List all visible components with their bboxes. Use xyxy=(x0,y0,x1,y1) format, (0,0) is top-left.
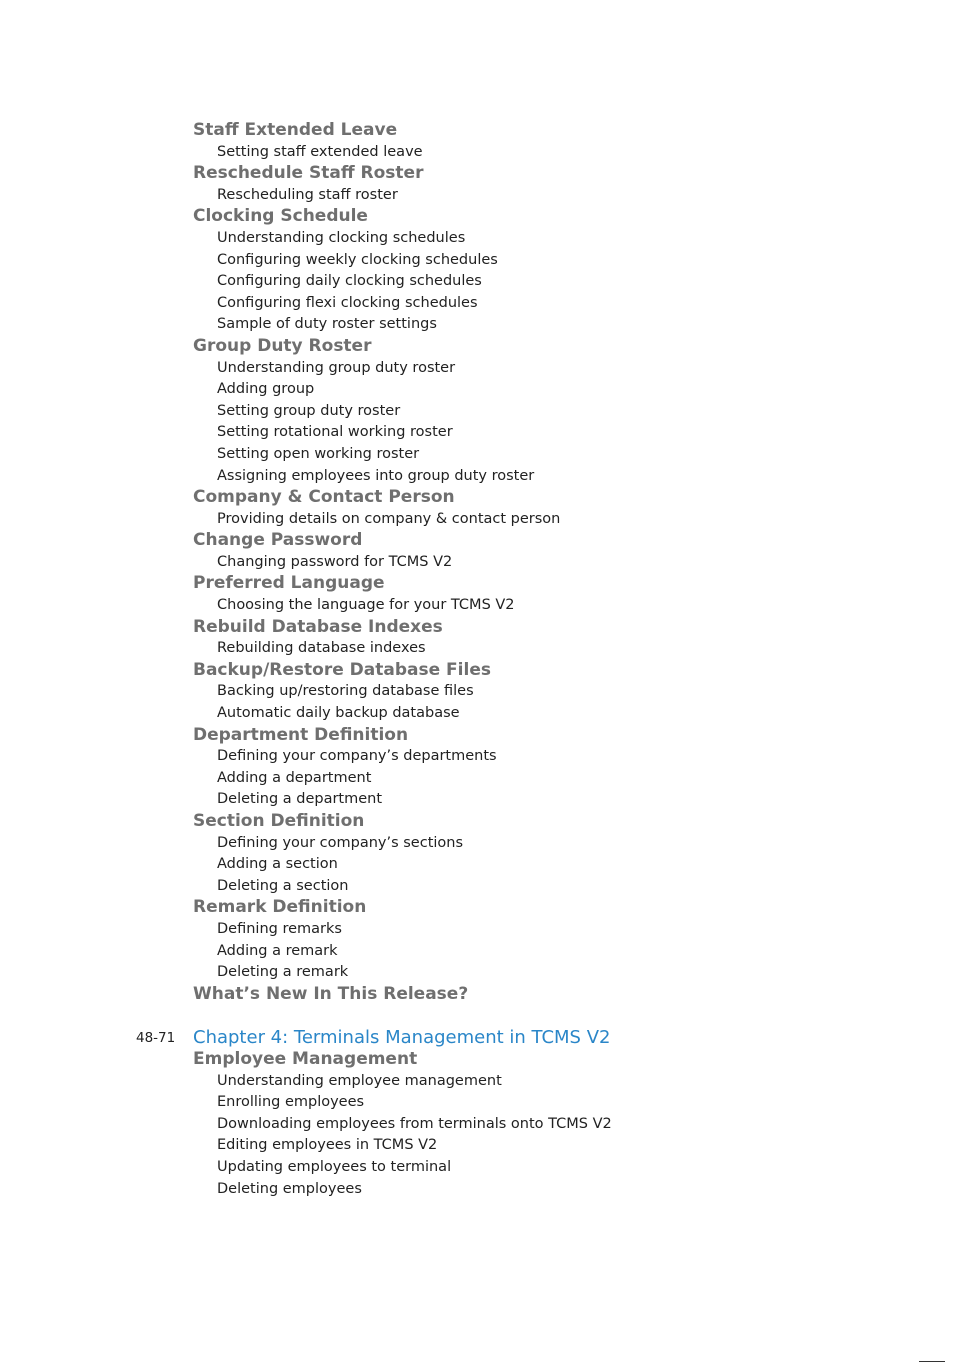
toc-subsection-item[interactable]: Adding a department xyxy=(217,769,372,786)
toc-subsection-item[interactable]: Choosing the language for your TCMS V2 xyxy=(217,597,515,614)
toc-subsection-item[interactable]: Setting staff extended leave xyxy=(217,143,423,160)
toc-subsection-item[interactable]: Configuring daily clocking schedules xyxy=(217,273,482,290)
toc-section-heading[interactable]: Employee Management xyxy=(193,1048,418,1069)
toc-subsection-item[interactable]: Rebuilding database indexes xyxy=(217,640,426,657)
toc-subsection-item[interactable]: Deleting a section xyxy=(217,877,349,894)
toc-section-heading[interactable]: Company & Contact Person xyxy=(193,487,455,508)
toc-subsection-item[interactable]: Understanding employee management xyxy=(217,1072,502,1089)
toc-section-heading[interactable]: Preferred Language xyxy=(193,573,385,594)
toc-subsection-item[interactable]: Defining remarks xyxy=(217,920,342,937)
toc-subsection-item[interactable]: Editing employees in TCMS V2 xyxy=(217,1137,438,1154)
toc-subsection-item[interactable]: Setting group duty roster xyxy=(217,402,401,419)
toc-subsection-item[interactable]: Backing up/restoring database files xyxy=(217,683,474,700)
toc-subsection-item[interactable]: Updating employees to terminal xyxy=(217,1158,452,1175)
chapter-sections xyxy=(0,1049,954,1200)
toc-section-heading[interactable]: Backup/Restore Database Files xyxy=(193,659,491,680)
toc-section-heading[interactable]: Group Duty Roster xyxy=(193,335,372,356)
toc-subsection-item[interactable]: Deleting employees xyxy=(217,1180,362,1197)
toc-section-heading[interactable]: Change Password xyxy=(193,530,363,551)
toc-section-heading[interactable]: Reschedule Staff Roster xyxy=(193,163,424,184)
toc-subsection-item[interactable]: Defining your company’s departments xyxy=(217,748,497,765)
chapter-gap xyxy=(0,1005,954,1027)
toc-section-heading[interactable]: Department Definition xyxy=(193,724,409,745)
toc-subsection-item[interactable]: Adding a section xyxy=(217,856,338,873)
toc-subsection-item[interactable]: Automatic daily backup database xyxy=(217,705,460,722)
toc-sections xyxy=(0,120,954,1005)
toc-subsection-item[interactable]: Assigning employees into group duty roster xyxy=(217,467,535,484)
toc-subsection-item[interactable]: Downloading employees from terminals onto TCMS V2 xyxy=(217,1115,612,1132)
toc-section-heading[interactable]: Remark Definition xyxy=(193,897,367,918)
toc-subsection-item[interactable]: Configuring flexi clocking schedules xyxy=(217,294,478,311)
toc-subsection-item[interactable]: Setting rotational working roster xyxy=(217,424,453,441)
toc-subsection-item[interactable]: Understanding group duty roster xyxy=(217,359,456,376)
chapter-title[interactable]: Chapter 4: Terminals Management in TCMS V2 xyxy=(193,1026,611,1048)
toc-subsection-item[interactable]: Configuring weekly clocking schedules xyxy=(217,251,498,268)
footer-rule xyxy=(919,1361,945,1362)
toc-section-heading[interactable]: What’s New In This Release? xyxy=(193,983,469,1004)
toc-subsection-item[interactable]: Adding group xyxy=(217,381,315,398)
toc-subsection-item[interactable]: Enrolling employees xyxy=(217,1094,365,1111)
toc-subsection-item[interactable]: Providing details on company & contact person xyxy=(217,510,561,527)
toc-subsection-item[interactable]: Understanding clocking schedules xyxy=(217,229,466,246)
toc-subsection-item[interactable]: Changing password for TCMS V2 xyxy=(217,553,453,570)
table-of-contents xyxy=(0,120,954,1200)
toc-subsection-item[interactable]: Adding a remark xyxy=(217,942,338,959)
toc-section-heading[interactable]: Staff Extended Leave xyxy=(193,120,398,140)
toc-subsection-item[interactable]: Sample of duty roster settings xyxy=(217,316,437,333)
toc-subsection-item[interactable]: Defining your company’s sections xyxy=(217,834,464,851)
toc-subsection-item[interactable]: Rescheduling staff roster xyxy=(217,186,398,203)
chapter-entry[interactable] xyxy=(0,1027,954,1049)
toc-section-heading[interactable]: Section Definition xyxy=(193,811,365,831)
toc-subsection-item[interactable]: Deleting a department xyxy=(217,791,383,808)
toc-section-heading[interactable]: Clocking Schedule xyxy=(193,206,368,227)
toc-subsection-item[interactable]: Setting open working roster xyxy=(217,445,420,462)
toc-section-heading[interactable]: Rebuild Database Indexes xyxy=(193,616,443,637)
chapter-page-range: 48-71 xyxy=(136,1029,176,1046)
toc-subsection-item[interactable]: Deleting a remark xyxy=(217,964,349,981)
